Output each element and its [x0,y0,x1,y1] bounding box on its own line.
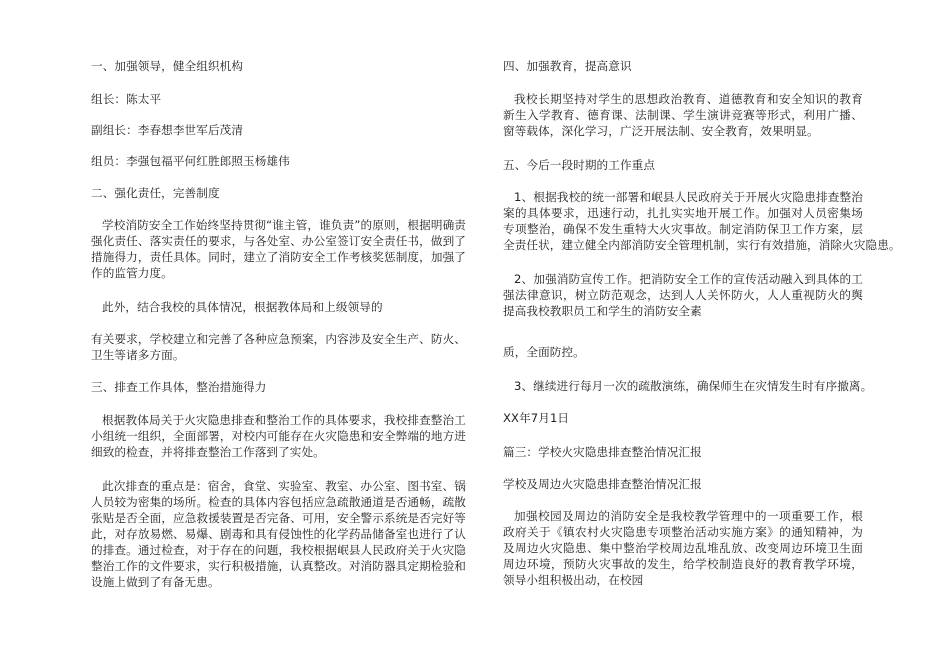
section-heading: 四、加强教育，提高意识 [503,59,632,73]
text-line: 的排查。通过检查，对于存在的问题，我校根据岷县人民政府关于火灾隐 [91,543,466,557]
text-line: 2、加强消防宣传工作。把消防安全工作的宣传活动融入到具体的工 [514,272,863,286]
text-line: XX年7月1日 [503,411,570,425]
text-line: 提高我校教职员工和学生的消防安全素 [503,304,702,318]
text-line: 整治工作的文件要求，实行积极措施，认真整改。对消防器具定期检验和 [91,559,466,573]
section-heading: 五、今后一段时期的工作重点 [503,158,656,172]
text-line: 细致的检查，并将排查整治工作落到了实处。 [91,445,325,459]
text-line: 此外，结合我校的具体情况，根据教体局和上级领导的 [102,300,383,314]
text-line: 篇三：学校火灾隐患排查整治情况汇报 [503,445,702,459]
text-line: 卫生等诸多方面。 [91,348,185,362]
text-line: 加强校园及周边的消防安全是我校教学管理中的一项重要工作，根 [514,509,863,523]
text-line: 新生入学教育、德育课、法制课、学生演讲竞赛等形式，利用广播、 [503,108,863,122]
text-line: 措施得力，责任具体。同时，建立了消防安全工作考核奖惩制度，加强了 [91,250,466,264]
text-line: 小组统一组织，全面部署，对校内可能存在火灾隐患和安全弊端的地方进 [91,429,466,443]
text-line: 1、根据我校的统一部署和岷县人民政府关于开展火灾隐患排查整治 [514,190,863,204]
text-line: 专项整治，确保不发生重特大火灾事故。制定消防保卫工作方案，层 [503,222,863,236]
text-line: 设施上做到了有备无患。 [91,575,220,589]
text-line: 质，全面防控。 [503,345,585,359]
text-line: 3、继续进行每月一次的疏散演练，确保师生在灾情发生时有序撤离。 [514,379,873,393]
text-line: 此，对存放易燃、易爆、剧毒和具有侵蚀性的化学药品储备室也进行了认 [91,527,466,541]
text-line: 案的具体要求，迅速行动，扎扎实实地开展工作。加强对人员密集场 [503,206,863,220]
text-line: 根据教体局关于火灾隐患排查和整治工作的具体要求，我校排查整治工 [102,413,466,427]
section-heading: 二、强化责任，完善制度 [91,186,220,200]
section-heading: 三、排查工作具体，整治措施得力 [91,380,267,394]
text-line: 有关要求，学校建立和完善了各种应急预案，内容涉及安全生产、防火、 [91,332,466,346]
text-line: 组员：李强包福平何红胜郎照玉杨雄伟 [91,154,290,168]
text-line: 窗等载体，深化学习，广泛开展法制、安全教育，效果明显。 [503,124,819,138]
text-line: 人员较为密集的场所。检查的具体内容包括应急疏散通道是否通畅，疏散 [91,495,466,509]
section-heading: 一、加强领导，健全组织机构 [91,59,244,73]
text-line: 政府关于《镇农村火灾隐患专项整治活动实施方案》的通知精神，为 [503,525,863,539]
text-line: 张贴是否全面，应急救援装置是否完备、可用，安全警示系统是否完好等 [91,511,466,525]
text-line: 学校消防安全工作始终坚持贯彻“谁主管，谁负责”的原则，根据明确责 [102,218,466,232]
text-line: 作的监管力度。 [91,266,173,280]
text-line: 及周边火灾隐患、集中整治学校周边乱堆乱放、改变周边环境卫生面 [503,541,863,555]
text-line: 全责任状，建立健全内部消防安全管理机制，实行有效措施，消除火灾隐患。 [503,238,901,252]
text-line: 强法律意识，树立防范观念，达到人人关怀防火，人人重视防火的舆 [503,288,863,302]
text-line: 副组长：李春想李世军后茂清 [91,123,244,137]
text-line: 强化责任、落实责任的要求，与各处室、办公室签订安全责任书，做到了 [91,234,466,248]
text-line: 我校长期坚持对学生的思想政治教育、道德教育和安全知识的教育 [514,92,863,106]
text-line: 周边环境，预防火灾事故的发生，给学校制造良好的教育教学环境， [503,557,863,571]
text-line: 领导小组积极出动，在校园 [503,573,644,587]
text-line: 学校及周边火灾隐患排查整治情况汇报 [503,477,702,491]
text-line: 组长：陈太平 [91,92,162,106]
text-line: 此次排查的重点是：宿舍，食堂、实验室、教室、办公室、图书室、锅 [102,479,466,493]
